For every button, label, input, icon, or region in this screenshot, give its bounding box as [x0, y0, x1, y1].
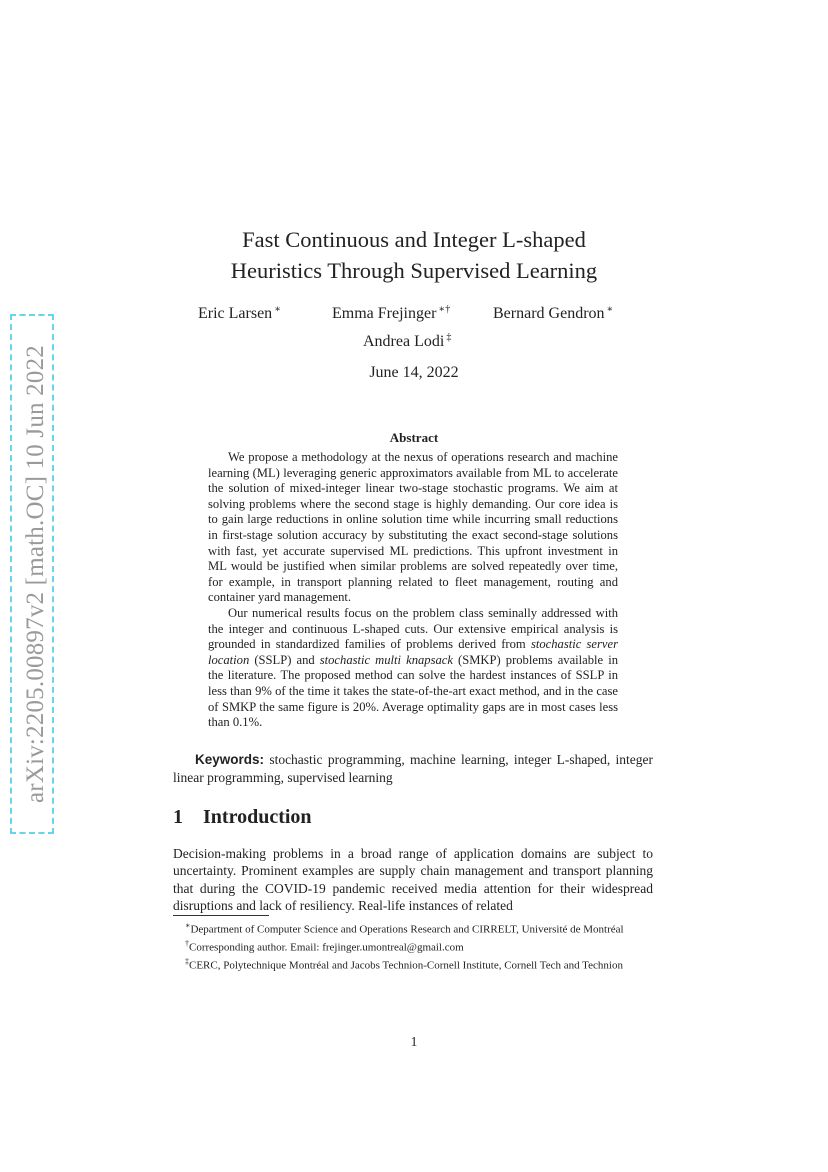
author-affiliation-mark: ‡ [446, 332, 452, 343]
section-title: Introduction [203, 806, 312, 828]
author-bernard-gendron [493, 304, 613, 323]
title-line-1: Fast Continuous and Integer L-shaped [242, 227, 586, 252]
author-affiliation-mark: ∗† [438, 304, 451, 315]
footnote-affiliation-2: ‡CERC, Polytechnique Montréal and Jacobs Technion-Cornell Institute, Cornell Tech and Technion [185, 957, 623, 972]
introduction-paragraph: Decision-making problems in a broad range of application domains are subject to uncertainty. Prominent examples are supply chain management and transport planning that during the COVID-19 pandemic received media attention for their widespread disruptions and lack of resiliency. Real-life instances of related [173, 846, 653, 914]
section-number: 1 [173, 806, 183, 828]
author-affiliation-mark: ∗ [274, 304, 281, 315]
page-number: 1 [410, 1034, 418, 1049]
abstract-body [208, 450, 618, 731]
author-emma-frejinger [332, 304, 450, 323]
section-heading-introduction [173, 806, 312, 829]
author-affiliation-mark: ∗ [606, 304, 614, 315]
footnote-affiliation-1: ∗Department of Computer Science and Operations Research and CIRRELT, Université de Montréal [185, 921, 624, 936]
footnotes [173, 919, 653, 973]
term-sslp: stochastic server location [208, 637, 618, 667]
author-name: Andrea Lodi [363, 333, 445, 350]
term-smkp: stochastic multi knapsack [319, 652, 453, 667]
footnote-rule [173, 915, 269, 916]
footnote-corresponding-author: †Corresponding author. Email: frejinger.umontreal@gmail.com [185, 939, 464, 954]
author-andrea-lodi [363, 332, 451, 351]
author-eric-larsen [198, 304, 281, 323]
keywords [173, 751, 653, 787]
keywords-label: Keywords: [195, 752, 265, 767]
abstract-heading: Abstract [389, 430, 439, 445]
arxiv-identifier: arXiv:2205.00897v2 [math.OC] 10 Jun 2022 [22, 345, 49, 803]
author-name: Eric Larsen [198, 305, 273, 322]
paper-title [0, 224, 828, 286]
keywords-list: stochastic programming, machine learning, integer L-shaped, integer linear programming, supervised learning [173, 752, 653, 785]
abstract-paragraph-2: Our numerical results focus on the problem class seminally addressed with the integer and continuous L-shaped cuts. Our extensive empirical analysis is grounded in standardized families of problems derived from stochastic server location (SSLP) and stochastic multi knapsack (SMKP) problems available in the literature. The proposed method can solve the hardest instances of SSLP in less than 9% of the time it takes the state-of-the-art exact method, and in the case of SMKP the same figure is 20%. Average optimality gaps are in most cases less than 0.1%. [208, 605, 618, 730]
publication-date: June 14, 2022 [369, 364, 459, 381]
title-line-2: Heuristics Through Supervised Learning [230, 258, 598, 283]
author-name: Emma Frejinger [332, 305, 437, 322]
author-name: Bernard Gendron [493, 305, 605, 322]
abstract-paragraph-1: We propose a methodology at the nexus of operations research and machine learning (ML) leveraging generic approximators available from ML to accelerate the solution of mixed-integer linear two-stage stochastic programs. We aim at solving problems where the second stage is highly demanding. Our core idea is to gain large reductions in online solution time while incurring small reductions in first-stage solution accuracy by substituting the exact second-stage solutions with fast, yet accurate supervised ML predictions. This upfront investment in ML would be justified when similar problems are solved repeatedly over time, for example, in transport planning related to fleet management, routing and container yard management. [208, 450, 618, 605]
